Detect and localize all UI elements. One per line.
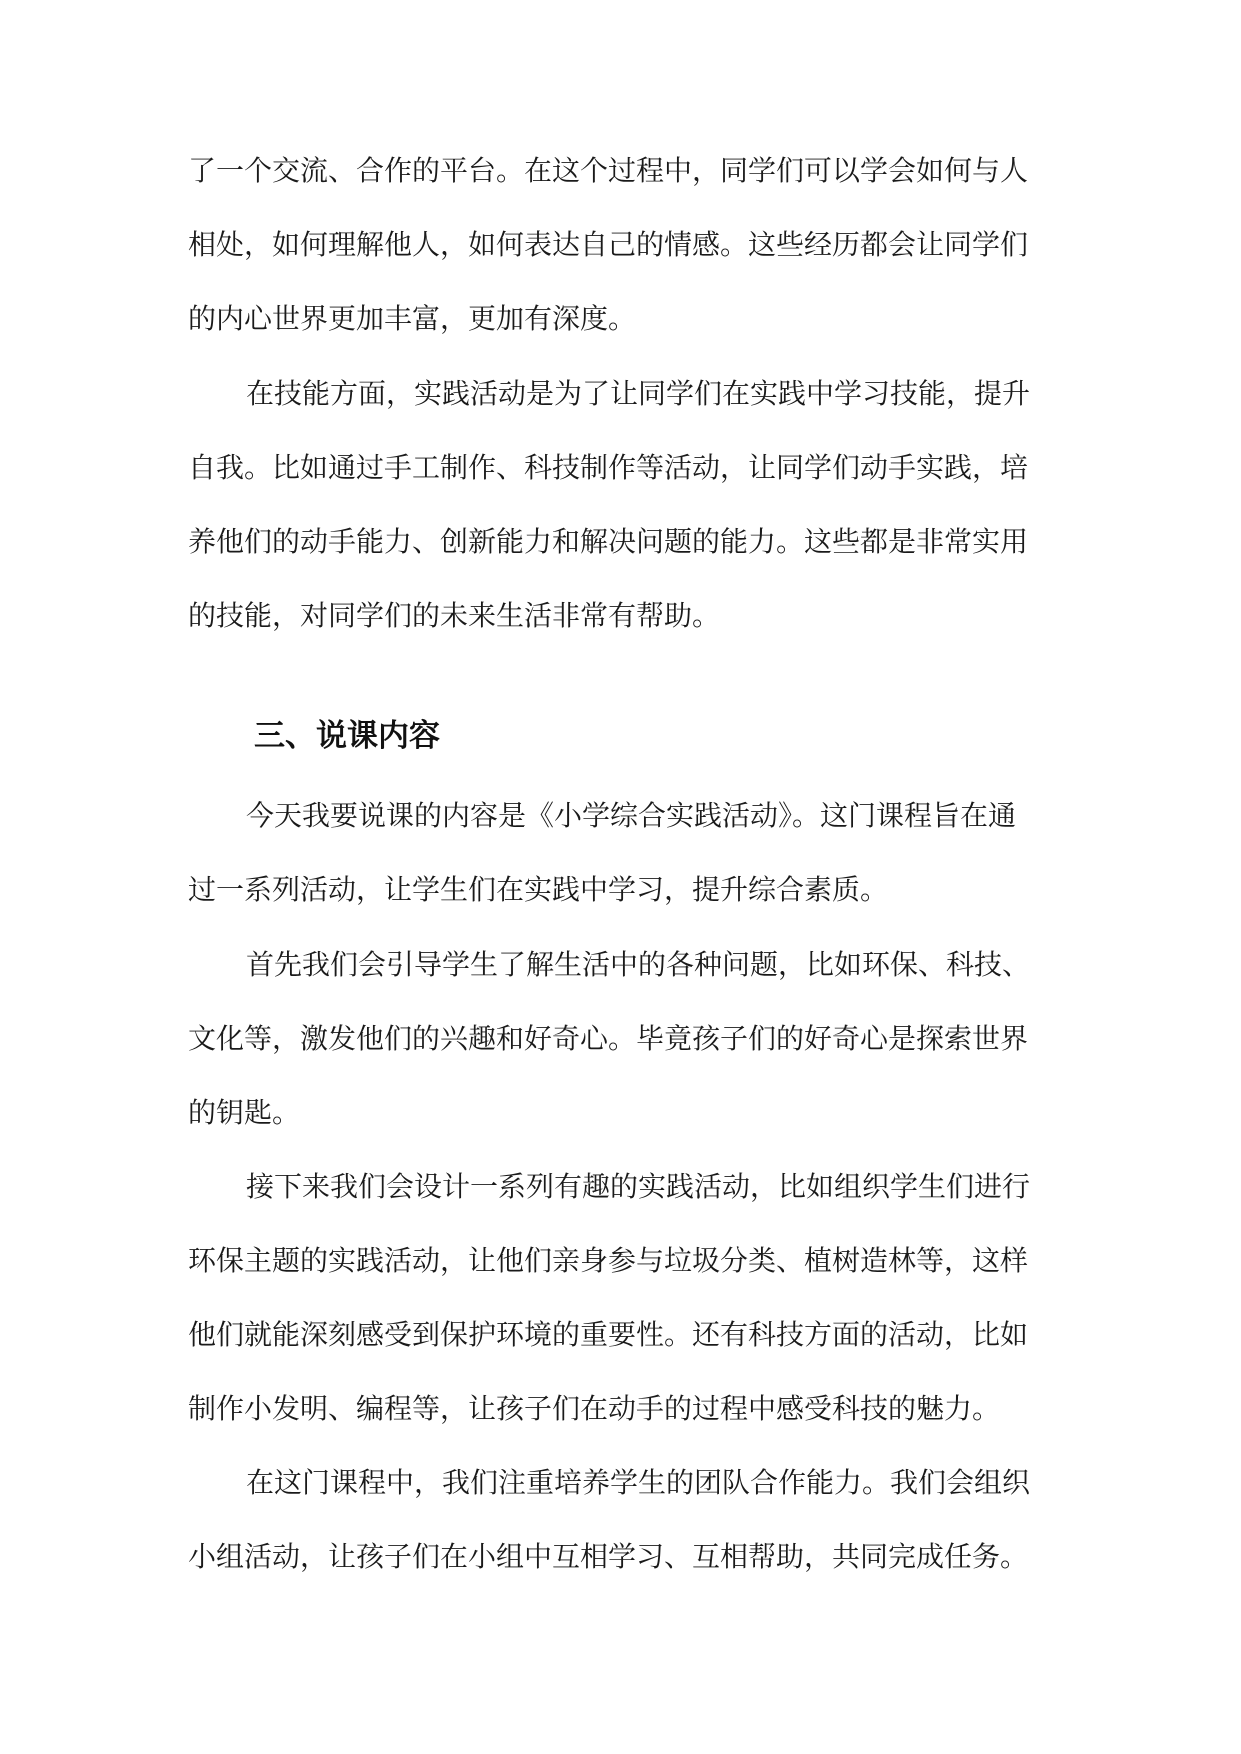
text-line: 制作小发明、编程等，让孩子们在动手的过程中感受科技的魅力。	[188, 1392, 1001, 1425]
text-line: 的钥匙。	[188, 1096, 301, 1129]
text-line: 在技能方面，实践活动是为了让同学们在实践中学习技能，提升	[246, 377, 1031, 410]
paragraph-curiosity	[188, 928, 1068, 1150]
text-line: 文化等，激发他们的兴趣和好奇心。毕竟孩子们的好奇心是探索世界	[188, 1022, 1029, 1055]
paragraph-skills	[188, 357, 1068, 653]
text-line: 了一个交流、合作的平台。在这个过程中，同学们可以学会如何与人	[188, 154, 1029, 187]
paragraph-teamwork	[188, 1446, 1068, 1594]
text-line: 相处，如何理解他人，如何表达自己的情感。这些经历都会让同学们	[188, 228, 1029, 261]
text-line: 小组活动，让孩子们在小组中互相学习、互相帮助，共同完成任务。	[188, 1540, 1029, 1573]
text-line: 养他们的动手能力、创新能力和解决问题的能力。这些都是非常实用	[188, 525, 1029, 558]
text-line: 的内心世界更加丰富，更加有深度。	[188, 302, 637, 335]
text-line: 过一系列活动，让学生们在实践中学习，提升综合素质。	[188, 873, 889, 906]
text-line: 他们就能深刻感受到保护环境的重要性。还有科技方面的活动，比如	[188, 1318, 1029, 1351]
text-line: 今天我要说课的内容是《小学综合实践活动》。这门课程旨在通	[246, 799, 1017, 832]
paragraph-activities	[188, 1150, 1068, 1446]
section-heading: 三、说课内容	[254, 718, 440, 754]
paragraph-interpersonal	[188, 134, 1068, 356]
text-line: 在这门课程中，我们注重培养学生的团队合作能力。我们会组织	[246, 1466, 1031, 1499]
text-line: 自我。比如通过手工制作、科技制作等活动，让同学们动手实践，培	[188, 451, 1029, 484]
paragraph-course-intro	[188, 779, 1068, 927]
text-line: 首先我们会引导学生了解生活中的各种问题，比如环保、科技、	[246, 948, 1031, 981]
text-line: 接下来我们会设计一系列有趣的实践活动，比如组织学生们进行	[246, 1170, 1031, 1203]
text-line: 的技能，对同学们的未来生活非常有帮助。	[188, 599, 721, 632]
text-line: 环保主题的实践活动，让他们亲身参与垃圾分类、植树造林等，这样	[188, 1244, 1029, 1277]
